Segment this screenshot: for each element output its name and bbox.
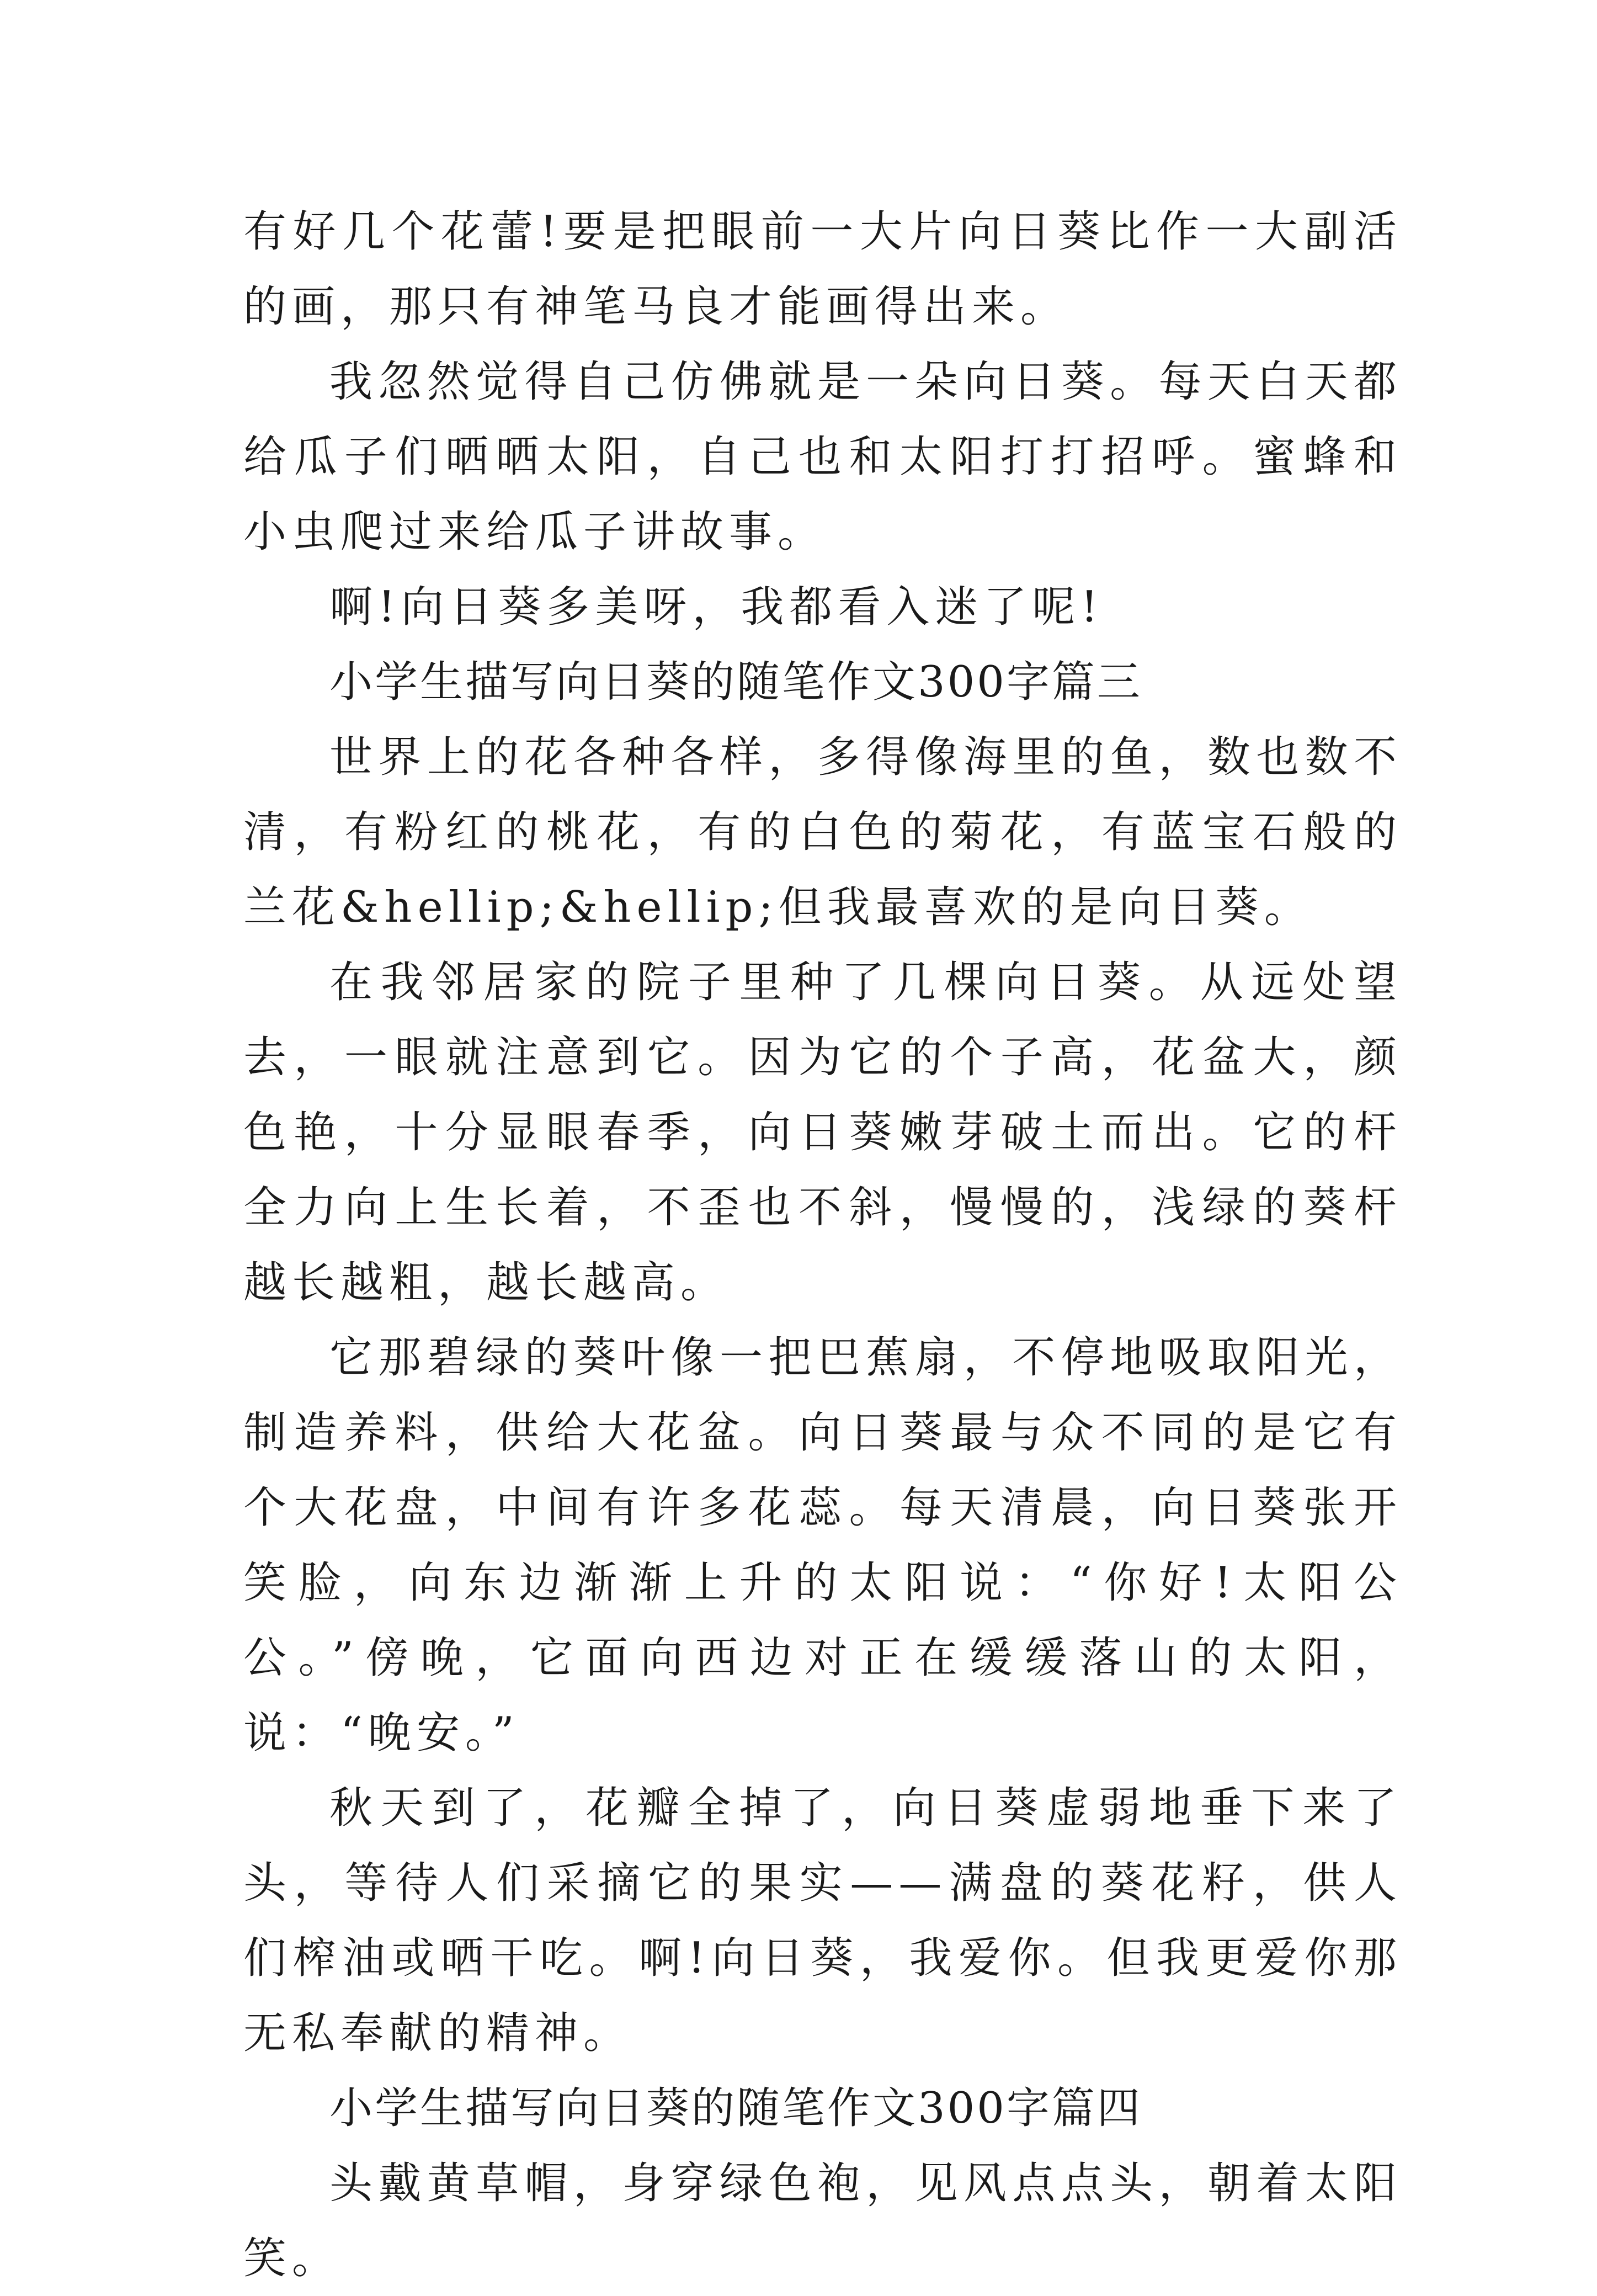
- paragraph-exclamation: 啊!向日葵多美呀，我都看入迷了呢!: [329, 582, 1104, 632]
- paragraph-continuation: 有好几个花蕾!要是把眼前一大片向日葵比作一大副活的画，那只有神笔马良才能画得出来。: [243, 207, 1402, 332]
- paragraph-neighbor-yard: 在我邻居家的院子里种了几棵向日葵。从远处望去，一眼就注意到它。因为它的个子高，花盆大，颜色艳，十分显眼春季，向日葵嫩芽破土而出。它的杆全力向上生长着，不歪也不斜，慢慢的，浅绿的葵杆越长越粗，越长越高。: [243, 958, 1402, 1308]
- section-heading-three: 小学生描写向日葵的随笔作文300字篇三: [329, 657, 1142, 707]
- paragraph-flowers-world: 世界上的花各种各样，多得像海里的鱼，数也数不清，有粉红的桃花，有的白色的菊花，有蓝宝石般的兰花&hellip;&hellip;但我最喜欢的是向日葵。: [243, 732, 1402, 932]
- document-body: [243, 194, 1402, 2296]
- paragraph-autumn: 秋天到了，花瓣全掉了，向日葵虚弱地垂下来了头，等待人们采摘它的果实——满盘的葵花籽，供人们榨油或晒干吃。啊!向日葵，我爱你。但我更爱你那无私奉献的精神。: [243, 1783, 1402, 2058]
- paragraph-green-leaves: 它那碧绿的葵叶像一把巴蕉扇，不停地吸取阳光，制造养料，供给大花盆。向日葵最与众不同的是它有个大花盘，中间有许多花蕊。每天清晨，向日葵张开笑脸，向东边渐渐上升的太阳说：“你好!太阳公公。”傍晚，它面向西边对正在缓缓落山的太阳，说：“晚安。”: [243, 1333, 1402, 1758]
- paragraph-sunflower-self: 我忽然觉得自己仿佛就是一朵向日葵。每天白天都给瓜子们晒晒太阳，自己也和太阳打打招呼。蜜蜂和小虫爬过来给瓜子讲故事。: [243, 357, 1402, 557]
- paragraph-riddle: 头戴黄草帽，身穿绿色袍，见风点点头，朝着太阳笑。: [243, 2159, 1402, 2283]
- section-heading-four: 小学生描写向日葵的随笔作文300字篇四: [329, 2084, 1142, 2133]
